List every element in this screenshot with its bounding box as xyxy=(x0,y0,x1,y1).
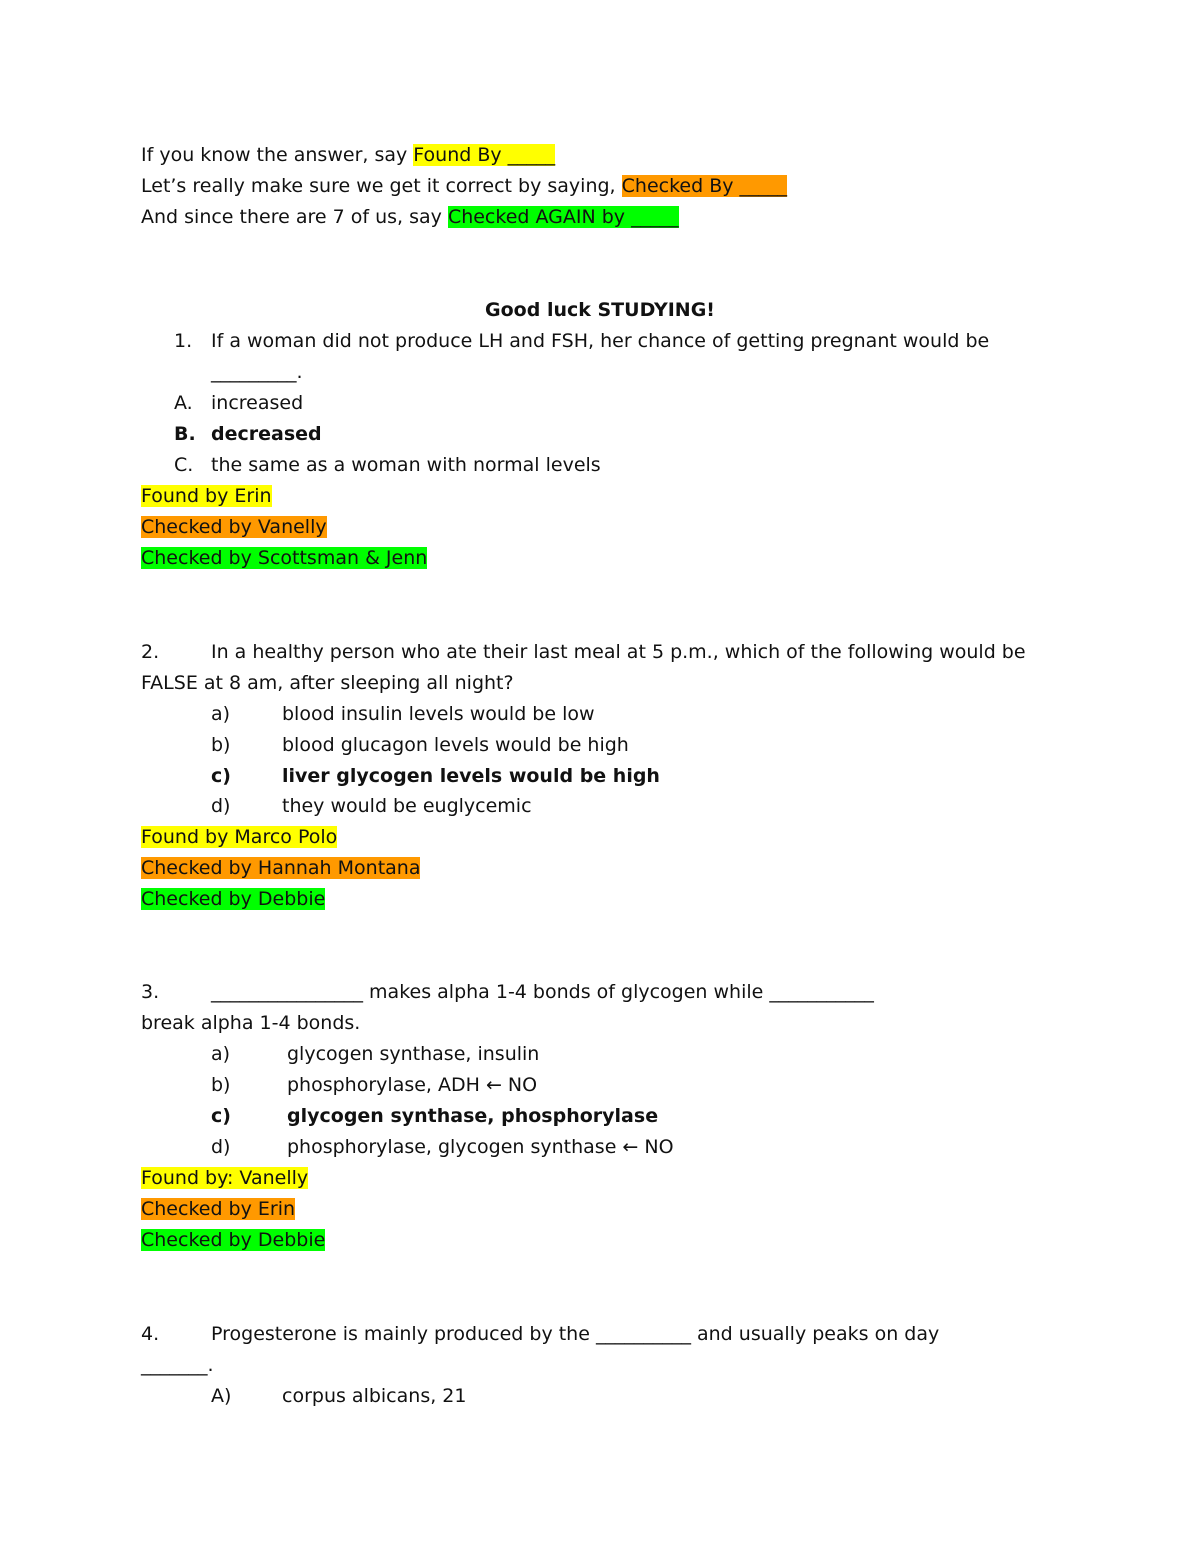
q3-text-cont: break alpha 1-4 bonds. xyxy=(141,1012,361,1034)
q1-found-by: Found by Erin xyxy=(141,485,272,507)
q4-option-a-label: A) xyxy=(211,1385,232,1407)
q2-option-b-label: b) xyxy=(211,734,231,756)
intro-line-2 xyxy=(141,174,787,198)
q2-option-d: they would be euglycemic xyxy=(282,795,532,817)
q1-text: If a woman did not produce LH and FSH, her chance of getting pregnant would be xyxy=(211,330,990,352)
q2-checked-by: Checked by Hannah Montana xyxy=(141,857,421,879)
q2-option-c-correct: liver glycogen levels would be high xyxy=(282,765,660,787)
q2-checked-again-by: Checked by Debbie xyxy=(141,888,326,910)
q3-option-d-label: d) xyxy=(211,1136,231,1158)
q1-number: 1. xyxy=(174,330,193,352)
page-title: Good luck STUDYING! xyxy=(485,299,715,321)
q3-option-b: phosphorylase, ADH ← NO xyxy=(287,1074,538,1096)
intro-line-1 xyxy=(141,143,555,167)
q2-option-c-label: c) xyxy=(211,765,231,787)
q2-option-a: blood insulin levels would be low xyxy=(282,703,595,725)
q1-option-c-label: C. xyxy=(174,454,194,476)
q4-number: 4. xyxy=(141,1323,160,1345)
q1-option-b-label: B. xyxy=(174,423,196,445)
q3-checked-again-line xyxy=(141,1228,325,1252)
q1-checked-line xyxy=(141,515,327,539)
q1-checked-again-line xyxy=(141,546,427,570)
q1-option-b-correct: decreased xyxy=(211,423,322,445)
q2-found-by: Found by Marco Polo xyxy=(141,826,338,848)
q3-option-a: glycogen synthase, insulin xyxy=(287,1043,540,1065)
q1-found-line xyxy=(141,484,272,508)
intro-text-3: And since there are 7 of us, say xyxy=(141,206,448,228)
q2-found-line xyxy=(141,825,337,849)
found-by-highlight: Found By _____ xyxy=(413,144,556,166)
checked-by-highlight: Checked By _____ xyxy=(621,175,788,197)
q3-number: 3. xyxy=(141,981,160,1003)
q2-option-a-label: a) xyxy=(211,703,231,725)
q4-option-a: corpus albicans, 21 xyxy=(282,1385,467,1407)
q2-option-d-label: d) xyxy=(211,795,231,817)
q2-checked-line xyxy=(141,856,420,880)
q3-text: ________________ makes alpha 1-4 bonds of glycogen while ___________ xyxy=(211,981,874,1003)
q2-number: 2. xyxy=(141,641,160,663)
q3-found-line xyxy=(141,1166,308,1190)
q3-option-c-label: c) xyxy=(211,1105,231,1127)
q3-option-b-label: b) xyxy=(211,1074,231,1096)
q2-text-cont: FALSE at 8 am, after sleeping all night? xyxy=(141,672,514,694)
q3-checked-by: Checked by Erin xyxy=(141,1198,296,1220)
q1-option-a: increased xyxy=(211,392,304,414)
q3-found-by: Found by: Vanelly xyxy=(141,1167,309,1189)
q3-option-a-label: a) xyxy=(211,1043,231,1065)
q2-text: In a healthy person who ate their last meal at 5 p.m., which of the following would be xyxy=(211,641,1026,663)
intro-line-3 xyxy=(141,205,679,229)
q1-checked-by: Checked by Vanelly xyxy=(141,516,327,538)
q3-checked-line xyxy=(141,1197,295,1221)
checked-again-highlight: Checked AGAIN by _____ xyxy=(447,206,679,228)
q2-checked-again-line xyxy=(141,887,325,911)
q3-checked-again-by: Checked by Debbie xyxy=(141,1229,326,1251)
q2-option-b: blood glucagon levels would be high xyxy=(282,734,629,756)
q3-option-d: phosphorylase, glycogen synthase ← NO xyxy=(287,1136,674,1158)
q1-checked-again-by: Checked by Scottsman & Jenn xyxy=(141,547,428,569)
intro-text-2: Let’s really make sure we get it correct by saying, xyxy=(141,175,622,197)
q4-text: Progesterone is mainly produced by the __________ and usually peaks on day xyxy=(211,1323,940,1345)
q4-text-cont: _______. xyxy=(141,1354,214,1376)
q1-option-c: the same as a woman with normal levels xyxy=(211,454,601,476)
q3-option-c-correct: glycogen synthase, phosphorylase xyxy=(287,1105,659,1127)
q1-text-cont: _________. xyxy=(211,361,303,383)
intro-text-1: If you know the answer, say xyxy=(141,144,414,166)
q1-option-a-label: A. xyxy=(174,392,193,414)
